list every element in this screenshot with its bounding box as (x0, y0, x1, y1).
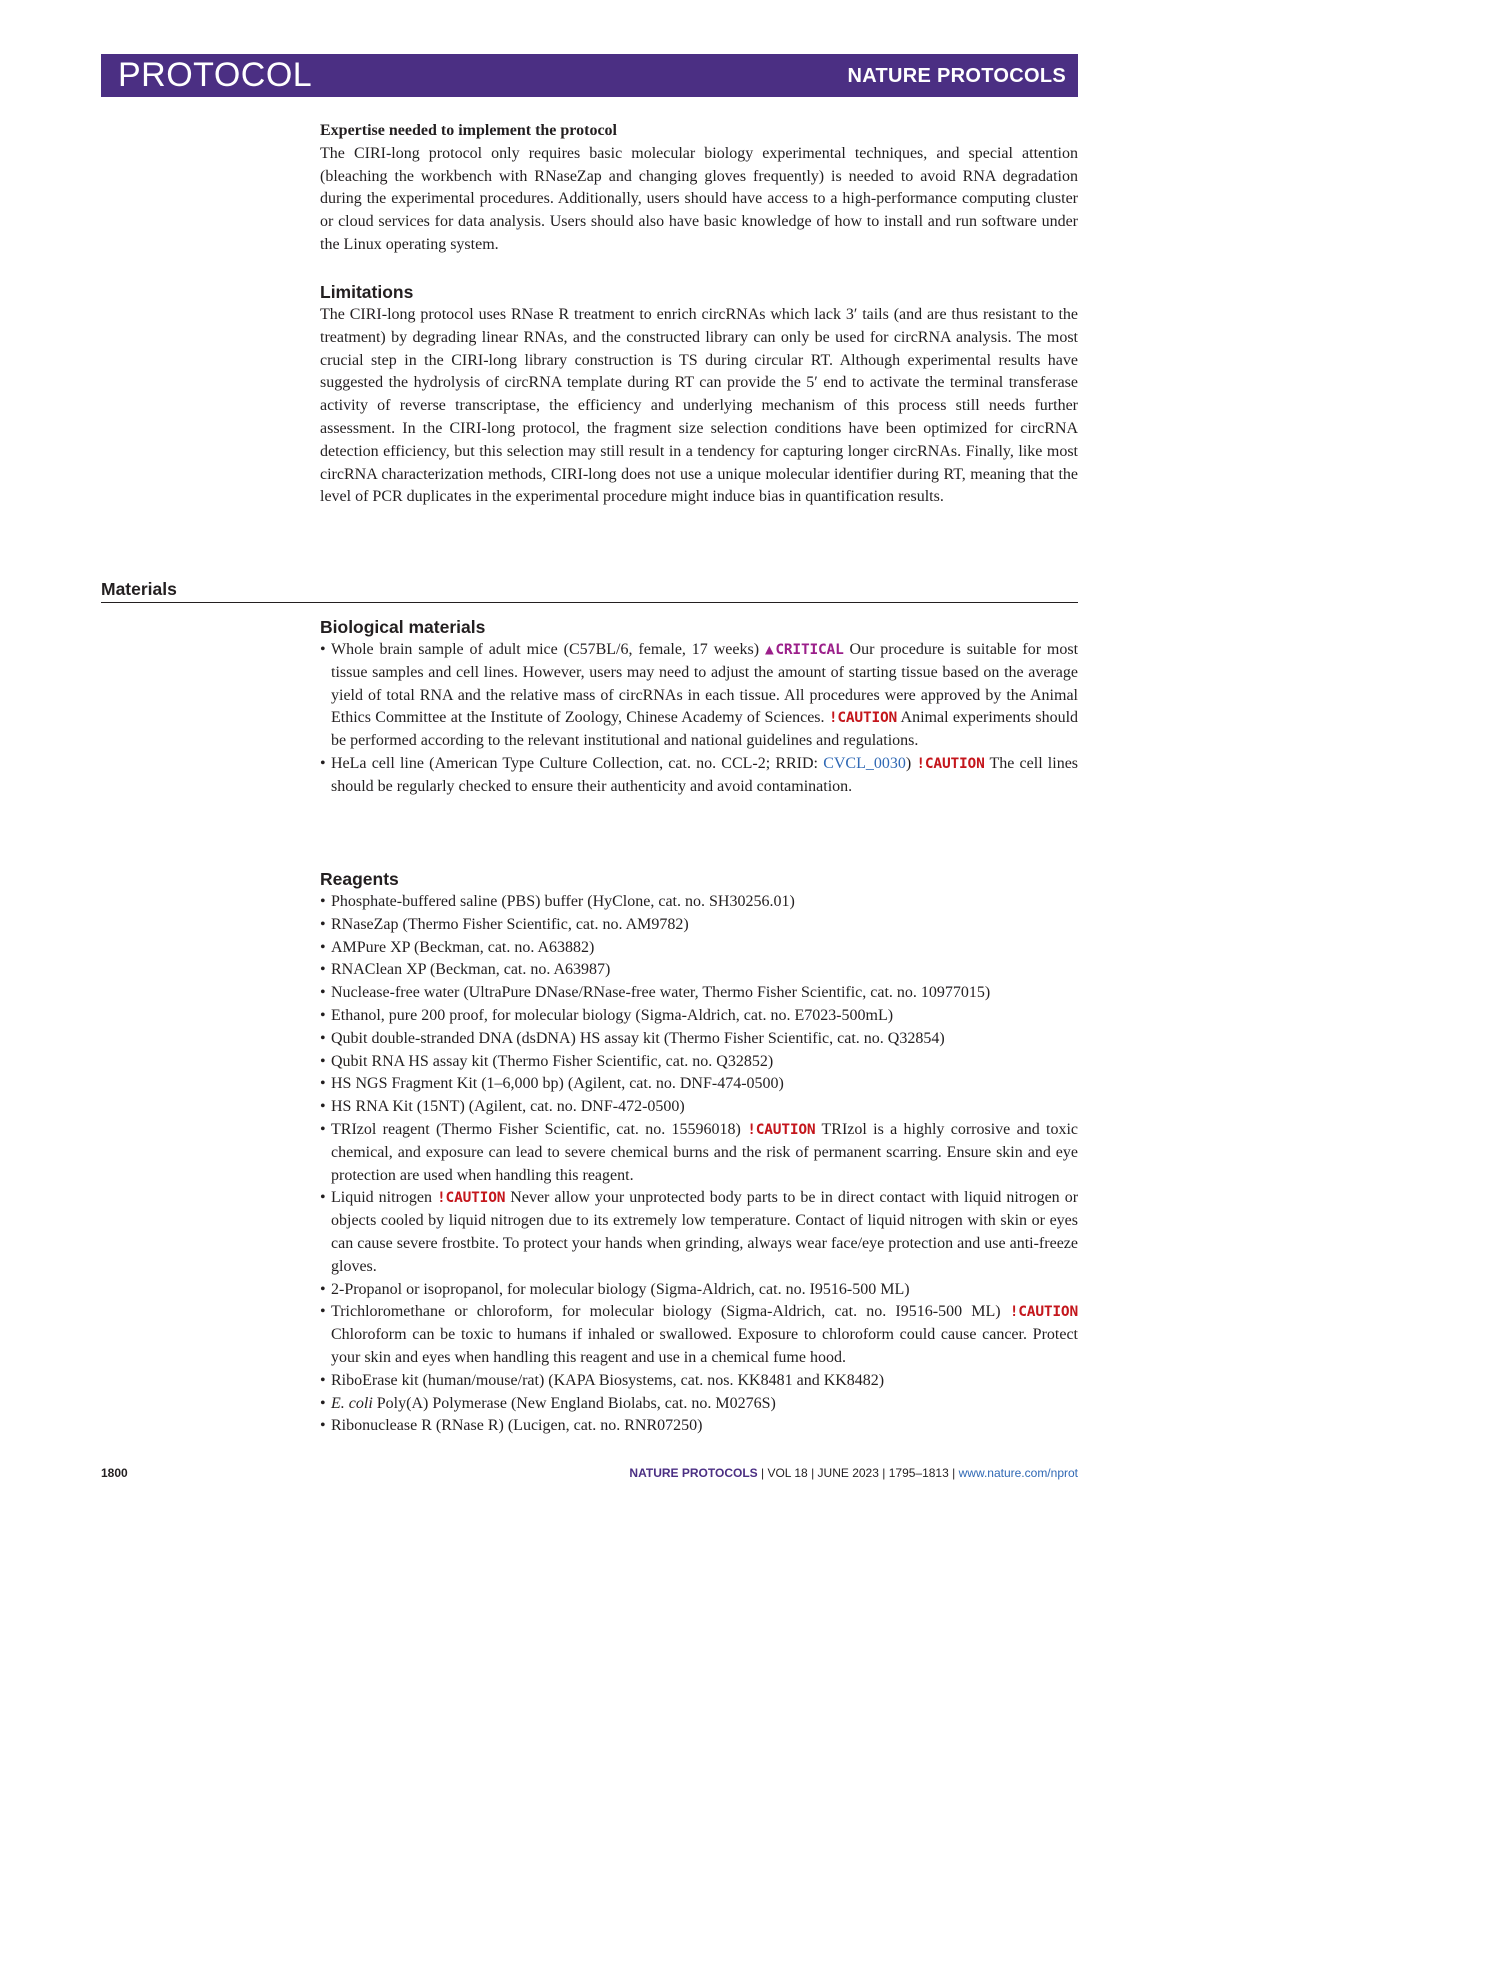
bullet: • (320, 1075, 326, 1093)
caution-note: Animal experiments should be performed according to the relevant institutional and national guidelines and regulations. (331, 709, 1079, 750)
materials-heading: Materials (101, 579, 177, 599)
organism-name: E. coli (331, 1394, 373, 1412)
expertise-paragraph: The CIRI-long protocol only requires basic molecular biology experimental techniques, and special attention (bleaching the workbench with RNaseZap and changing gloves frequently) is needed to avoid RNA degradation during the experimental procedures. Additionally, users should have access to a high-performance computing cluster or cloud services for data analysis. Users should also have basic knowledge of how to install and run software under the Linux operating system. (320, 144, 1078, 253)
caution-tag: !CAUTION (1009, 1304, 1078, 1321)
page-number: 1800 (101, 1466, 128, 1480)
item-text: AMPure XP (Beckman, cat. no. A63882) (331, 938, 595, 956)
footer-journal: NATURE PROTOCOLS (629, 1466, 758, 1480)
critical-tag: ▲CRITICAL (764, 642, 844, 658)
bullet: • (320, 1417, 326, 1435)
expertise-heading: Expertise needed to implement the protocol (320, 122, 617, 139)
bullet: • (320, 641, 326, 658)
bullet: • (320, 961, 326, 979)
journal-url-link[interactable]: www.nature.com/nprot (958, 1466, 1078, 1480)
list-item (320, 1187, 1078, 1278)
rrid-link[interactable]: CVCL_0030 (823, 754, 906, 772)
item-text: Liquid nitrogen (331, 1189, 432, 1207)
critical-note: Our procedure is suitable for most tissue samples and cell lines. However, users may need to adjust the amount of starting tissue based on the average yield of total RNA and the relative mass of circRNAs in each tissue. All procedures were approved by the Animal Ethics Committee at the Institute of Zoology, Chinese Academy of Sciences. (331, 641, 1079, 727)
caution-tag: !CAUTION (828, 710, 898, 727)
bullet: • (320, 893, 326, 910)
caution-tag: !CAUTION (916, 755, 985, 772)
section-divider (101, 602, 1078, 603)
bullet: • (320, 1006, 326, 1024)
item-text: RiboErase kit (human/mouse/rat) (KAPA Biosystems, cat. nos. KK8481 and KK8482) (331, 1371, 885, 1389)
caution-tag: !CAUTION (747, 1121, 816, 1138)
item-text: RNaseZap (Thermo Fisher Scientific, cat. no. AM9782) (331, 915, 689, 933)
item-text: Phosphate-buffered saline (PBS) buffer (HyClone, cat. no. SH30256.01) (331, 893, 795, 910)
journal-name: NATURE PROTOCOLS (847, 65, 1066, 87)
list-item (320, 639, 1078, 753)
reagents-heading: Reagents (320, 869, 399, 889)
item-text: Whole brain sample of adult mice (C57BL/6, female, 17 weeks) (331, 641, 760, 658)
bullet: • (320, 915, 326, 933)
bullet: • (320, 754, 326, 772)
list-item (320, 1370, 1078, 1393)
citation-footer (629, 1465, 1078, 1481)
list-item (320, 1301, 1078, 1369)
item-text-end: ) (905, 754, 912, 772)
list-item (320, 1005, 1078, 1028)
caution-note: Never allow your unprotected body parts to be in direct contact with liquid nitrogen or objects cooled by liquid nitrogen due to its extremely low temperature. Contact of liquid nitrogen with skin or eyes can cause severe frostbite. To protect your hands when grinding, always wear face/eye protection and use anti-freeze gloves. (331, 1189, 1079, 1275)
footer-separator: | (952, 1466, 956, 1480)
bullet: • (320, 1394, 326, 1412)
bullet: • (320, 984, 326, 1002)
list-item (320, 1415, 1078, 1438)
bullet: • (320, 1098, 326, 1116)
bullet: • (320, 1029, 326, 1047)
item-text: Trichloromethane or chloroform, for molecular biology (Sigma-Aldrich, cat. no. I9516-500 ML) (331, 1303, 1001, 1321)
footer-separator: | (811, 1466, 815, 1480)
bullet: • (320, 1120, 326, 1138)
list-item (320, 1119, 1078, 1187)
item-text: Poly(A) Polymerase (New England Biolabs, cat. no. M0276S) (376, 1394, 776, 1412)
bullet: • (320, 1052, 326, 1070)
item-text: Qubit RNA HS assay kit (Thermo Fisher Scientific, cat. no. Q32852) (331, 1052, 774, 1070)
biological-materials-section (320, 616, 1078, 799)
reagents-section (320, 868, 1078, 1438)
list-item (320, 891, 1078, 914)
list-item (320, 959, 1078, 982)
list-item (320, 1096, 1078, 1119)
biological-materials-list (320, 639, 1078, 799)
item-text: HS RNA Kit (15NT) (Agilent, cat. no. DNF-472-0500) (331, 1098, 685, 1116)
item-text: Qubit double-stranded DNA (dsDNA) HS assay kit (Thermo Fisher Scientific, cat. no. Q32854) (331, 1029, 945, 1047)
bullet: • (320, 1371, 326, 1389)
item-text: Nuclease-free water (UltraPure DNase/RNase-free water, Thermo Fisher Scientific, cat. no. 10977015) (331, 984, 991, 1002)
item-text: Ribonuclease R (RNase R) (Lucigen, cat. no. RNR07250) (331, 1417, 703, 1435)
list-item (320, 1393, 1078, 1416)
limitations-section (320, 281, 1078, 509)
expertise-section (320, 120, 1078, 257)
item-text: Ethanol, pure 200 proof, for molecular biology (Sigma-Aldrich, cat. no. E7023-500mL) (331, 1006, 894, 1024)
footer-separator: | (761, 1466, 765, 1480)
biological-materials-heading: Biological materials (320, 617, 486, 637)
footer-pages: 1795–1813 (888, 1466, 949, 1480)
section-label: PROTOCOL (118, 56, 313, 94)
footer-date: JUNE 2023 (817, 1466, 879, 1480)
footer-volume: VOL 18 (767, 1466, 808, 1480)
list-item (320, 1051, 1078, 1074)
bullet: • (320, 1303, 326, 1321)
item-text: HeLa cell line (American Type Culture Collection, cat. no. CCL-2; RRID: (331, 754, 819, 772)
list-item (320, 914, 1078, 937)
caution-note: TRIzol is a highly corrosive and toxic chemical, and exposure can lead to severe chemical burns and the risk of permanent scarring. Ensure skin and eye protection are used when handling this reagent. (331, 1120, 1079, 1184)
header-banner (101, 54, 1078, 97)
list-item (320, 1073, 1078, 1096)
item-text: RNAClean XP (Beckman, cat. no. A63987) (331, 961, 611, 979)
bullet: • (320, 938, 326, 956)
reagents-list (320, 891, 1078, 1438)
bullet: • (320, 1189, 326, 1207)
footer-separator: | (882, 1466, 886, 1480)
limitations-paragraph: The CIRI-long protocol uses RNase R treatment to enrich circRNAs which lack 3′ tails (and are thus resistant to the treatment) by degrading linear RNAs, and the constructed library can only be used for circRNA analysis. The most crucial step in the CIRI-long library construction is TS during circular RT. Although experimental results have suggested the hydrolysis of circRNA template during RT can provide the 5′ end to activate the terminal transferase activity of reverse transcriptase, the efficiency and underlying mechanism of this process still needs further assessment. In the CIRI-long protocol, the fragment size selection conditions have been optimized for circRNA detection efficiency, but this selection may still result in a tendency for capturing longer circRNAs. Finally, like most circRNA characterization methods, CIRI-long does not use a unique molecular identifier during RT, meaning that the level of PCR duplicates in the experimental procedure might induce bias in quantification results. (320, 306, 1078, 506)
list-item (320, 1279, 1078, 1302)
item-text: HS NGS Fragment Kit (1–6,000 bp) (Agilent, cat. no. DNF-474-0500) (331, 1075, 784, 1093)
caution-tag: !CAUTION (437, 1190, 506, 1207)
item-text: TRIzol reagent (Thermo Fisher Scientific, cat. no. 15596018) (331, 1120, 741, 1138)
item-text: 2-Propanol or isopropanol, for molecular biology (Sigma-Aldrich, cat. no. I9516-500 ML) (331, 1280, 910, 1298)
list-item (320, 937, 1078, 960)
list-item (320, 1028, 1078, 1051)
list-item (320, 753, 1078, 799)
caution-note: The cell lines should be regularly checked to ensure their authenticity and avoid contamination. (331, 754, 1079, 795)
caution-note: Chloroform can be toxic to humans if inhaled or swallowed. Exposure to chloroform could cause cancer. Protect your skin and eyes when handling this reagent and use in a chemical fume hood. (331, 1326, 1078, 1366)
limitations-heading: Limitations (320, 282, 414, 302)
list-item (320, 982, 1078, 1005)
bullet: • (320, 1280, 326, 1298)
